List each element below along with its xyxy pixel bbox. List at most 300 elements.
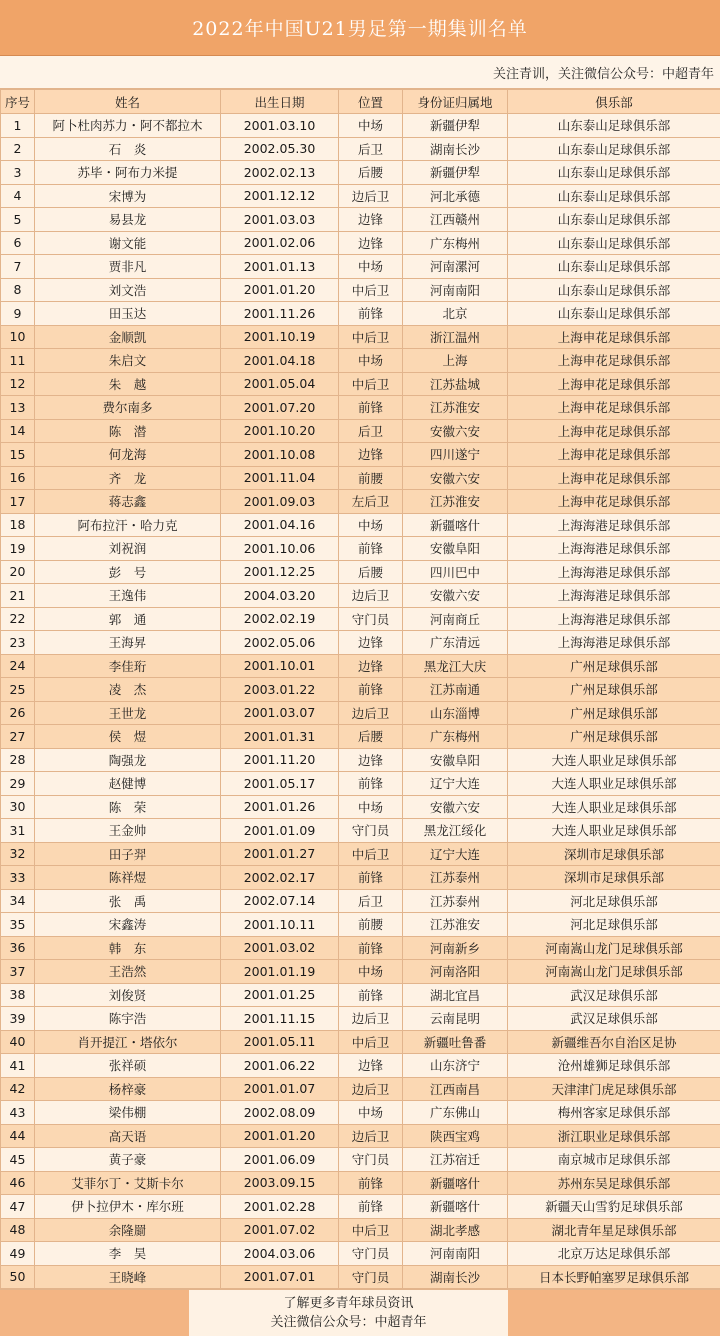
- cell-birthdate: 2002.05.06: [221, 631, 339, 655]
- table-row: [1, 419, 720, 443]
- cell-name: 陶强龙: [35, 748, 221, 772]
- cell-origin: 广东清远: [403, 631, 508, 655]
- cell-birthdate: 2001.03.10: [221, 114, 339, 138]
- cell-birthdate: 2001.05.11: [221, 1030, 339, 1054]
- table-row: [1, 1171, 720, 1195]
- cell-position: 中后卫: [339, 325, 403, 349]
- cell-name: 陈 潜: [35, 419, 221, 443]
- cell-birthdate: 2004.03.06: [221, 1242, 339, 1266]
- cell-index: 36: [1, 936, 35, 960]
- cell-index: 47: [1, 1195, 35, 1219]
- cell-birthdate: 2001.07.01: [221, 1265, 339, 1289]
- cell-index: 13: [1, 396, 35, 420]
- cell-club: 上海海港足球俱乐部: [508, 584, 720, 608]
- cell-birthdate: 2001.07.02: [221, 1218, 339, 1242]
- cell-club: 上海海港足球俱乐部: [508, 560, 720, 584]
- cell-club: 上海海港足球俱乐部: [508, 607, 720, 631]
- table-row: [1, 960, 720, 984]
- cell-name: 高天语: [35, 1124, 221, 1148]
- cell-index: 40: [1, 1030, 35, 1054]
- cell-position: 后卫: [339, 889, 403, 913]
- cell-origin: 江苏宿迁: [403, 1148, 508, 1172]
- footer-text-block: [189, 1290, 508, 1336]
- cell-index: 33: [1, 866, 35, 890]
- cell-position: 后腰: [339, 161, 403, 185]
- cell-club: 山东泰山足球俱乐部: [508, 231, 720, 255]
- cell-name: 刘俊贤: [35, 983, 221, 1007]
- cell-origin: 河南洛阳: [403, 960, 508, 984]
- cell-index: 34: [1, 889, 35, 913]
- cell-name: 易县龙: [35, 208, 221, 232]
- cell-name: 王逸伟: [35, 584, 221, 608]
- header-origin: 身份证归属地: [403, 90, 508, 114]
- cell-birthdate: 2001.11.15: [221, 1007, 339, 1031]
- cell-birthdate: 2001.01.26: [221, 795, 339, 819]
- cell-name: 田子羿: [35, 842, 221, 866]
- cell-club: 大连人职业足球俱乐部: [508, 819, 720, 843]
- cell-origin: 河南商丘: [403, 607, 508, 631]
- cell-index: 28: [1, 748, 35, 772]
- cell-index: 16: [1, 466, 35, 490]
- cell-index: 8: [1, 278, 35, 302]
- cell-birthdate: 2001.10.06: [221, 537, 339, 561]
- cell-index: 26: [1, 701, 35, 725]
- cell-index: 35: [1, 913, 35, 937]
- cell-index: 27: [1, 725, 35, 749]
- table-row: [1, 1007, 720, 1031]
- table-row: [1, 889, 720, 913]
- table-row: [1, 842, 720, 866]
- header-index: 序号: [1, 90, 35, 114]
- cell-birthdate: 2001.05.04: [221, 372, 339, 396]
- table-row: [1, 184, 720, 208]
- cell-position: 中场: [339, 795, 403, 819]
- cell-birthdate: 2001.01.31: [221, 725, 339, 749]
- cell-index: 11: [1, 349, 35, 373]
- page-title: 2022年中国U21男足第一期集训名单: [0, 0, 720, 56]
- cell-position: 守门员: [339, 1242, 403, 1266]
- cell-origin: 安徽阜阳: [403, 748, 508, 772]
- cell-index: 5: [1, 208, 35, 232]
- cell-name: 彭 号: [35, 560, 221, 584]
- cell-name: 宋博为: [35, 184, 221, 208]
- cell-origin: 陕西宝鸡: [403, 1124, 508, 1148]
- cell-origin: 辽宁大连: [403, 772, 508, 796]
- cell-name: 何龙海: [35, 443, 221, 467]
- cell-position: 中后卫: [339, 842, 403, 866]
- cell-index: 12: [1, 372, 35, 396]
- cell-name: 凌 杰: [35, 678, 221, 702]
- cell-name: 阿卜杜肉苏力・阿不都拉木: [35, 114, 221, 138]
- cell-position: 中场: [339, 255, 403, 279]
- table-row: [1, 1101, 720, 1125]
- table-row: [1, 819, 720, 843]
- cell-birthdate: 2001.03.02: [221, 936, 339, 960]
- table-row: [1, 631, 720, 655]
- footer: [0, 1289, 720, 1336]
- cell-club: 山东泰山足球俱乐部: [508, 114, 720, 138]
- cell-club: 上海申花足球俱乐部: [508, 490, 720, 514]
- cell-index: 6: [1, 231, 35, 255]
- cell-position: 后腰: [339, 560, 403, 584]
- cell-index: 45: [1, 1148, 35, 1172]
- cell-birthdate: 2001.01.20: [221, 1124, 339, 1148]
- cell-name: 李 昊: [35, 1242, 221, 1266]
- cell-index: 37: [1, 960, 35, 984]
- cell-index: 10: [1, 325, 35, 349]
- cell-origin: 北京: [403, 302, 508, 326]
- cell-position: 左后卫: [339, 490, 403, 514]
- cell-index: 9: [1, 302, 35, 326]
- cell-name: 贾非凡: [35, 255, 221, 279]
- cell-position: 中后卫: [339, 278, 403, 302]
- header-position: 位置: [339, 90, 403, 114]
- cell-origin: 河南新乡: [403, 936, 508, 960]
- cell-club: 上海申花足球俱乐部: [508, 443, 720, 467]
- table-row: [1, 325, 720, 349]
- table-row: [1, 1054, 720, 1078]
- cell-position: 前锋: [339, 1195, 403, 1219]
- cell-birthdate: 2001.06.09: [221, 1148, 339, 1172]
- cell-name: 梁伟棚: [35, 1101, 221, 1125]
- cell-origin: 新疆喀什: [403, 513, 508, 537]
- cell-name: 金顺凯: [35, 325, 221, 349]
- cell-name: 王世龙: [35, 701, 221, 725]
- cell-name: 肖开提江・塔依尔: [35, 1030, 221, 1054]
- table-row: [1, 137, 720, 161]
- table-row: [1, 936, 720, 960]
- cell-origin: 江苏南通: [403, 678, 508, 702]
- cell-index: 38: [1, 983, 35, 1007]
- roster-body: [1, 114, 720, 1289]
- cell-position: 守门员: [339, 1265, 403, 1289]
- cell-origin: 江苏淮安: [403, 490, 508, 514]
- cell-club: 上海海港足球俱乐部: [508, 631, 720, 655]
- table-row: [1, 701, 720, 725]
- cell-position: 边锋: [339, 1054, 403, 1078]
- cell-position: 中场: [339, 114, 403, 138]
- cell-position: 后卫: [339, 419, 403, 443]
- cell-name: 黄子豪: [35, 1148, 221, 1172]
- cell-name: 朱 越: [35, 372, 221, 396]
- cell-club: 北京万达足球俱乐部: [508, 1242, 720, 1266]
- cell-birthdate: 2001.04.18: [221, 349, 339, 373]
- cell-name: 赵健博: [35, 772, 221, 796]
- cell-position: 前锋: [339, 678, 403, 702]
- cell-origin: 新疆喀什: [403, 1195, 508, 1219]
- cell-position: 边后卫: [339, 184, 403, 208]
- cell-name: 杨梓豪: [35, 1077, 221, 1101]
- table-row: [1, 1265, 720, 1289]
- cell-club: 广州足球俱乐部: [508, 701, 720, 725]
- cell-birthdate: 2002.07.14: [221, 889, 339, 913]
- table-header-row: [1, 90, 720, 114]
- cell-origin: 江西赣州: [403, 208, 508, 232]
- cell-name: 阿布拉汗・哈力克: [35, 513, 221, 537]
- cell-origin: 四川遂宁: [403, 443, 508, 467]
- cell-name: 田玉达: [35, 302, 221, 326]
- cell-position: 前腰: [339, 913, 403, 937]
- table-row: [1, 913, 720, 937]
- cell-origin: 黑龙江大庆: [403, 654, 508, 678]
- table-row: [1, 983, 720, 1007]
- cell-birthdate: 2001.09.03: [221, 490, 339, 514]
- cell-origin: 新疆伊犁: [403, 161, 508, 185]
- cell-name: 刘祝润: [35, 537, 221, 561]
- cell-name: 石 炎: [35, 137, 221, 161]
- table-row: [1, 1148, 720, 1172]
- cell-name: 谢文能: [35, 231, 221, 255]
- table-row: [1, 748, 720, 772]
- cell-origin: 湖北孝感: [403, 1218, 508, 1242]
- cell-origin: 安徽六安: [403, 419, 508, 443]
- cell-index: 20: [1, 560, 35, 584]
- cell-birthdate: 2001.03.03: [221, 208, 339, 232]
- table-row: [1, 513, 720, 537]
- table-row: [1, 1242, 720, 1266]
- cell-index: 41: [1, 1054, 35, 1078]
- cell-position: 前锋: [339, 537, 403, 561]
- cell-club: 山东泰山足球俱乐部: [508, 255, 720, 279]
- cell-position: 边锋: [339, 654, 403, 678]
- header-club: 俱乐部: [508, 90, 720, 114]
- cell-origin: 安徽六安: [403, 584, 508, 608]
- cell-club: 山东泰山足球俱乐部: [508, 184, 720, 208]
- table-row: [1, 584, 720, 608]
- cell-position: 前锋: [339, 936, 403, 960]
- table-row: [1, 443, 720, 467]
- cell-origin: 湖南长沙: [403, 1265, 508, 1289]
- cell-name: 陈祥煜: [35, 866, 221, 890]
- cell-index: 25: [1, 678, 35, 702]
- cell-position: 边锋: [339, 231, 403, 255]
- cell-birthdate: 2003.01.22: [221, 678, 339, 702]
- cell-name: 伊卜拉伊木・库尔班: [35, 1195, 221, 1219]
- cell-club: 深圳市足球俱乐部: [508, 842, 720, 866]
- cell-origin: 新疆伊犁: [403, 114, 508, 138]
- cell-birthdate: 2001.01.20: [221, 278, 339, 302]
- cell-birthdate: 2001.10.19: [221, 325, 339, 349]
- cell-club: 浙江职业足球俱乐部: [508, 1124, 720, 1148]
- cell-birthdate: 2002.02.19: [221, 607, 339, 631]
- cell-club: 广州足球俱乐部: [508, 725, 720, 749]
- cell-club: 天津津门虎足球俱乐部: [508, 1077, 720, 1101]
- cell-position: 边锋: [339, 748, 403, 772]
- cell-position: 边锋: [339, 631, 403, 655]
- table-row: [1, 1218, 720, 1242]
- table-row: [1, 372, 720, 396]
- cell-index: 32: [1, 842, 35, 866]
- cell-club: 广州足球俱乐部: [508, 678, 720, 702]
- cell-index: 19: [1, 537, 35, 561]
- cell-origin: 湖北宜昌: [403, 983, 508, 1007]
- table-row: [1, 560, 720, 584]
- table-row: [1, 490, 720, 514]
- cell-origin: 广东佛山: [403, 1101, 508, 1125]
- cell-name: 王海昇: [35, 631, 221, 655]
- cell-index: 14: [1, 419, 35, 443]
- cell-name: 王金帅: [35, 819, 221, 843]
- cell-birthdate: 2001.06.22: [221, 1054, 339, 1078]
- cell-name: 张祥硕: [35, 1054, 221, 1078]
- table-row: [1, 114, 720, 138]
- cell-position: 后腰: [339, 725, 403, 749]
- cell-position: 边锋: [339, 443, 403, 467]
- cell-club: 河南嵩山龙门足球俱乐部: [508, 936, 720, 960]
- cell-origin: 河南南阳: [403, 278, 508, 302]
- cell-origin: 安徽阜阳: [403, 537, 508, 561]
- table-row: [1, 208, 720, 232]
- cell-name: 韩 东: [35, 936, 221, 960]
- cell-position: 中后卫: [339, 372, 403, 396]
- cell-position: 守门员: [339, 1148, 403, 1172]
- cell-origin: 浙江温州: [403, 325, 508, 349]
- cell-birthdate: 2002.02.13: [221, 161, 339, 185]
- footer-line-2: 关注微信公众号：中超青年: [270, 1315, 427, 1330]
- cell-index: 23: [1, 631, 35, 655]
- cell-origin: 山东济宁: [403, 1054, 508, 1078]
- cell-index: 3: [1, 161, 35, 185]
- cell-birthdate: 2001.10.08: [221, 443, 339, 467]
- cell-club: 武汉足球俱乐部: [508, 983, 720, 1007]
- cell-club: 苏州东吴足球俱乐部: [508, 1171, 720, 1195]
- cell-club: 山东泰山足球俱乐部: [508, 302, 720, 326]
- cell-birthdate: 2004.03.20: [221, 584, 339, 608]
- table-row: [1, 302, 720, 326]
- cell-club: 山东泰山足球俱乐部: [508, 278, 720, 302]
- table-row: [1, 1195, 720, 1219]
- cell-position: 边后卫: [339, 701, 403, 725]
- cell-name: 宋鑫涛: [35, 913, 221, 937]
- table-row: [1, 537, 720, 561]
- cell-club: 大连人职业足球俱乐部: [508, 748, 720, 772]
- cell-club: 山东泰山足球俱乐部: [508, 137, 720, 161]
- cell-club: 上海申花足球俱乐部: [508, 419, 720, 443]
- cell-club: 上海申花足球俱乐部: [508, 466, 720, 490]
- cell-index: 21: [1, 584, 35, 608]
- table-row: [1, 349, 720, 373]
- table-row: [1, 466, 720, 490]
- cell-name: 余隆罽: [35, 1218, 221, 1242]
- cell-club: 河南嵩山龙门足球俱乐部: [508, 960, 720, 984]
- cell-club: 新疆天山雪豹足球俱乐部: [508, 1195, 720, 1219]
- cell-origin: 广东梅州: [403, 725, 508, 749]
- cell-club: 南京城市足球俱乐部: [508, 1148, 720, 1172]
- cell-club: 日本长野帕塞罗足球俱乐部: [508, 1265, 720, 1289]
- cell-birthdate: 2001.03.07: [221, 701, 339, 725]
- cell-birthdate: 2002.02.17: [221, 866, 339, 890]
- cell-index: 43: [1, 1101, 35, 1125]
- cell-origin: 广东梅州: [403, 231, 508, 255]
- cell-birthdate: 2001.02.06: [221, 231, 339, 255]
- cell-origin: 河北承德: [403, 184, 508, 208]
- cell-birthdate: 2002.08.09: [221, 1101, 339, 1125]
- cell-name: 苏毕・阿布力米提: [35, 161, 221, 185]
- cell-origin: 安徽六安: [403, 795, 508, 819]
- cell-position: 边锋: [339, 208, 403, 232]
- cell-origin: 安徽六安: [403, 466, 508, 490]
- cell-origin: 江苏泰州: [403, 866, 508, 890]
- table-row: [1, 278, 720, 302]
- cell-position: 边后卫: [339, 1007, 403, 1031]
- cell-origin: 新疆喀什: [403, 1171, 508, 1195]
- cell-club: 广州足球俱乐部: [508, 654, 720, 678]
- cell-origin: 江苏淮安: [403, 913, 508, 937]
- cell-origin: 湖南长沙: [403, 137, 508, 161]
- cell-name: 王晓峰: [35, 1265, 221, 1289]
- cell-origin: 四川巴中: [403, 560, 508, 584]
- cell-origin: 辽宁大连: [403, 842, 508, 866]
- cell-index: 1: [1, 114, 35, 138]
- cell-club: 河北足球俱乐部: [508, 889, 720, 913]
- cell-club: 上海申花足球俱乐部: [508, 396, 720, 420]
- cell-birthdate: 2001.01.13: [221, 255, 339, 279]
- cell-origin: 江苏泰州: [403, 889, 508, 913]
- table-row: [1, 1077, 720, 1101]
- cell-name: 刘文浩: [35, 278, 221, 302]
- cell-birthdate: 2001.11.26: [221, 302, 339, 326]
- cell-index: 29: [1, 772, 35, 796]
- cell-index: 2: [1, 137, 35, 161]
- cell-club: 山东泰山足球俱乐部: [508, 161, 720, 185]
- cell-birthdate: 2001.11.04: [221, 466, 339, 490]
- cell-name: 侯 煜: [35, 725, 221, 749]
- cell-position: 边后卫: [339, 584, 403, 608]
- cell-name: 齐 龙: [35, 466, 221, 490]
- cell-origin: 黑龙江绥化: [403, 819, 508, 843]
- table-row: [1, 1124, 720, 1148]
- cell-birthdate: 2001.12.25: [221, 560, 339, 584]
- cell-club: 大连人职业足球俱乐部: [508, 795, 720, 819]
- cell-origin: 河南漯河: [403, 255, 508, 279]
- cell-index: 46: [1, 1171, 35, 1195]
- cell-origin: 江苏盐城: [403, 372, 508, 396]
- cell-origin: 山东淄博: [403, 701, 508, 725]
- cell-position: 前锋: [339, 1171, 403, 1195]
- table-row: [1, 161, 720, 185]
- cell-position: 前锋: [339, 866, 403, 890]
- cell-birthdate: 2001.01.07: [221, 1077, 339, 1101]
- cell-club: 梅州客家足球俱乐部: [508, 1101, 720, 1125]
- cell-birthdate: 2001.01.09: [221, 819, 339, 843]
- cell-club: 山东泰山足球俱乐部: [508, 208, 720, 232]
- cell-club: 新疆维吾尔自治区足协: [508, 1030, 720, 1054]
- table-row: [1, 231, 720, 255]
- cell-club: 上海申花足球俱乐部: [508, 325, 720, 349]
- cell-position: 后卫: [339, 137, 403, 161]
- cell-position: 前锋: [339, 302, 403, 326]
- cell-index: 18: [1, 513, 35, 537]
- footer-line-1: 了解更多青年球员资讯: [283, 1296, 414, 1311]
- table-row: [1, 795, 720, 819]
- cell-index: 15: [1, 443, 35, 467]
- footer-left-block: [0, 1290, 189, 1336]
- cell-origin: 河南南阳: [403, 1242, 508, 1266]
- cell-club: 上海申花足球俱乐部: [508, 349, 720, 373]
- subtitle: 关注青训，关注微信公众号：中超青年: [0, 56, 720, 89]
- cell-index: 7: [1, 255, 35, 279]
- cell-birthdate: 2001.10.11: [221, 913, 339, 937]
- table-row: [1, 1030, 720, 1054]
- cell-name: 陈 荣: [35, 795, 221, 819]
- cell-position: 前锋: [339, 396, 403, 420]
- cell-birthdate: 2001.01.19: [221, 960, 339, 984]
- table-row: [1, 396, 720, 420]
- cell-origin: 新疆吐鲁番: [403, 1030, 508, 1054]
- table-row: [1, 725, 720, 749]
- cell-index: 50: [1, 1265, 35, 1289]
- cell-position: 中场: [339, 513, 403, 537]
